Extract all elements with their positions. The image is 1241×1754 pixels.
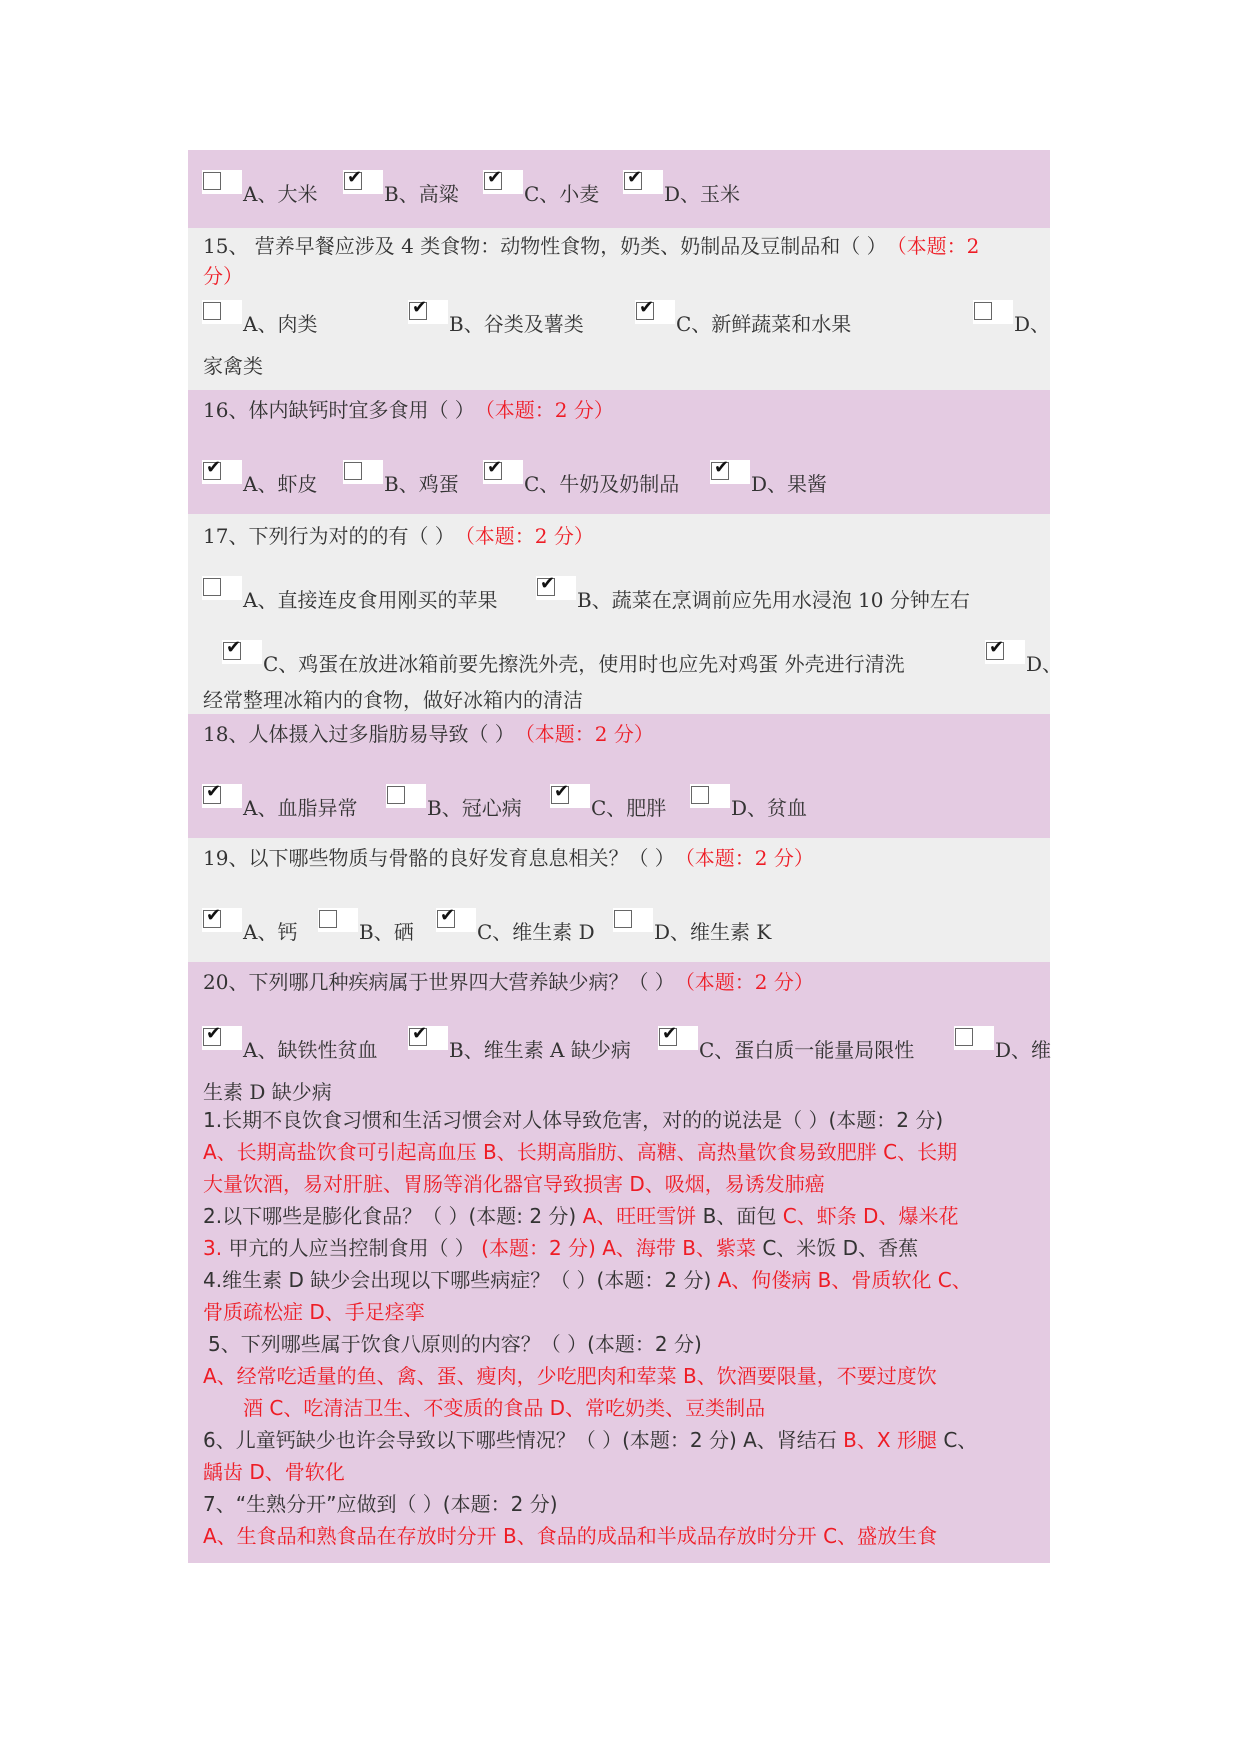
- q19-score: （本题：2 分）: [684, 846, 814, 870]
- q17-stem-line: [203, 522, 1050, 550]
- q3-score: (本题：2 分): [481, 1236, 596, 1260]
- q20-b-checkbox[interactable]: [409, 1023, 428, 1046]
- q14-b-checkbox[interactable]: [344, 167, 363, 190]
- q6-opt-b: B、X 形腿: [843, 1428, 937, 1452]
- q15-score: （本题：2: [896, 234, 980, 258]
- tail-line-7: 骨质疏松症 D、手足痉挛: [203, 1300, 425, 1324]
- q17-c-tick: ✔: [226, 637, 242, 658]
- tail-line-4: [203, 1200, 958, 1232]
- q19-c-tick: ✔: [440, 905, 456, 926]
- q15-a-checkbox[interactable]: [203, 302, 221, 320]
- q19-c-label: C、维生素 D: [477, 920, 595, 944]
- q4-opts: A、佝偻病 B、骨质软化 C、: [717, 1268, 972, 1292]
- q18-stem-line: [203, 720, 1050, 748]
- q18-a-label: A、血脂异常: [243, 796, 358, 820]
- q3-stem: 甲亢的人应当控制食用（ ）: [228, 1236, 475, 1260]
- q20-d-checkbox[interactable]: [955, 1028, 973, 1046]
- q16-block: [188, 390, 1050, 514]
- q3-opt-cd: C、米饭 D、香蕉: [762, 1236, 919, 1260]
- tail-line-9: A、经常吃适量的鱼、禽、蛋、瘦肉，少吃肥肉和荤菜 B、饮酒要限量，不要过度饮: [203, 1364, 937, 1388]
- q15-c-tick: ✔: [639, 297, 655, 318]
- q20-wrap: 生素 D 缺少病: [203, 1080, 332, 1104]
- q15-d-label: D、: [1014, 312, 1051, 336]
- q15-b-tick: ✔: [412, 297, 428, 318]
- q16-c-checkbox[interactable]: [484, 457, 503, 480]
- q2-stem: 2.以下哪些是膨化食品？（ ）(本题: 2 分): [203, 1204, 577, 1228]
- q20-a-tick: ✔: [206, 1023, 222, 1044]
- q15-wrap: 家禽类: [203, 354, 263, 378]
- tail-line-2: A、长期高盐饮食可引起高血压 B、长期高脂肪、高糖、高热量饮食易致肥胖 C、长期: [203, 1140, 958, 1164]
- q20-stem: 20、下列哪几种疾病属于世界四大营养缺少病？（ ）: [203, 970, 665, 994]
- q14-b-tick: ✔: [347, 167, 363, 188]
- q6-stem: 6、儿童钙缺少也许会导致以下哪些情况？（ ）(本题：2 分) A、肾结石: [203, 1428, 837, 1452]
- q15-b-label: B、谷类及薯类: [449, 312, 584, 336]
- quiz-page: [188, 150, 1063, 1563]
- q19-a-checkbox[interactable]: [203, 905, 222, 928]
- q6-opt-c: C、: [943, 1428, 978, 1452]
- q17-d-tick: ✔: [989, 637, 1005, 658]
- q20-block: [188, 962, 1050, 1563]
- q17-c-label: C、鸡蛋在放进冰箱前要先擦洗外壳，使用时也应先对鸡蛋 外壳进行清洗: [263, 652, 905, 676]
- tail-line-1: 1.长期不良饮食习惯和生活习惯会对人体导致危害，对的的说法是（ ）(本题：2 分): [203, 1108, 944, 1132]
- q16-c-tick: ✔: [487, 457, 503, 478]
- q18-c-tick: ✔: [554, 781, 570, 802]
- tail-line-13: 7、“生熟分开”应做到（ ）(本题：2 分): [203, 1492, 558, 1516]
- q15-stem: 15、 营养早餐应涉及 4 类食物：动物性食物，奶类、奶制品及豆制品和（ ）: [203, 234, 877, 258]
- tail-line-3: 大量饮酒，易对肝脏、胃肠等消化器官导致损害 D、吸烟，易诱发肺癌: [203, 1172, 825, 1196]
- q18-d-label: D、贫血: [731, 796, 808, 820]
- q18-b-label: B、冠心病: [427, 796, 522, 820]
- tail-line-8: 5、下列哪些属于饮食八原则的内容？（ ）(本题：2 分): [208, 1332, 702, 1356]
- q14-b-label: B、高粱: [384, 182, 459, 206]
- q20-d-label: D、维: [995, 1038, 1052, 1062]
- q18-a-checkbox[interactable]: [203, 781, 222, 804]
- q16-a-checkbox[interactable]: [203, 457, 222, 480]
- q15-c-checkbox[interactable]: [636, 297, 655, 320]
- q15-score-cont: 分）: [203, 264, 243, 288]
- tail-line-12: 龋齿 D、骨软化: [203, 1460, 345, 1484]
- q18-b-checkbox[interactable]: [387, 786, 405, 804]
- q4-stem: 4.维生素 D 缺少会出现以下哪些病症？（ ）(本题：2 分): [203, 1268, 712, 1292]
- q16-a-tick: ✔: [206, 457, 222, 478]
- q16-stem-line: [203, 396, 1050, 424]
- q16-b-label: B、鸡蛋: [384, 472, 459, 496]
- q17-b-tick: ✔: [540, 573, 556, 594]
- q18-d-checkbox[interactable]: [691, 786, 709, 804]
- q15-b-checkbox[interactable]: [409, 297, 428, 320]
- q2-opt-a: A、旺旺雪饼: [582, 1204, 697, 1228]
- tail-line-11: [203, 1424, 977, 1456]
- q3-number: 3.: [203, 1236, 223, 1260]
- q19-d-label: D、维生素 K: [654, 920, 772, 944]
- q16-c-label: C、牛奶及奶制品: [524, 472, 680, 496]
- q17-wrap: 经常整理冰箱内的食物，做好冰箱内的清洁: [203, 688, 583, 712]
- q19-b-label: B、硒: [359, 920, 414, 944]
- q15-c-label: C、新鲜蔬菜和水果: [676, 312, 852, 336]
- q15-block: [188, 228, 1050, 390]
- q17-d-checkbox[interactable]: [986, 637, 1005, 660]
- q19-stem: 19、以下哪些物质与骨骼的良好发育息息相关？（ ）: [203, 846, 665, 870]
- q16-score: （本题：2 分）: [484, 398, 614, 422]
- q16-d-checkbox[interactable]: [711, 457, 730, 480]
- q15-stem-line: [203, 232, 1050, 260]
- q17-b-label: B、蔬菜在烹调前应先用水浸泡 10 分钟左右: [577, 588, 970, 612]
- q20-stem-line: [203, 968, 1050, 996]
- q16-b-checkbox[interactable]: [344, 462, 362, 480]
- q17-d-label: D、: [1026, 652, 1063, 676]
- q14-d-checkbox[interactable]: [624, 167, 643, 190]
- q16-d-label: D、果酱: [751, 472, 828, 496]
- q19-block: [188, 838, 1050, 962]
- q14-d-label: D、玉米: [664, 182, 741, 206]
- q19-a-tick: ✔: [206, 905, 222, 926]
- q2-opt-b: B、面包: [702, 1204, 777, 1228]
- q16-stem: 16、体内缺钙时宜多食用（ ）: [203, 398, 465, 422]
- q18-stem: 18、人体摄入过多脂肪易导致（ ）: [203, 722, 505, 746]
- q20-c-checkbox[interactable]: [659, 1023, 678, 1046]
- q15-d-checkbox[interactable]: [974, 302, 992, 320]
- q2-opt-cd: C、虾条 D、爆米花: [782, 1204, 959, 1228]
- q20-a-checkbox[interactable]: [203, 1023, 222, 1046]
- q18-c-label: C、肥胖: [591, 796, 667, 820]
- q17-a-label: A、直接连皮食用刚买的苹果: [243, 588, 498, 612]
- q14-c-tick: ✔: [487, 167, 503, 188]
- q17-stem: 17、下列行为对的的有（ ）: [203, 524, 445, 548]
- q17-score: （本题：2 分）: [464, 524, 594, 548]
- tail-line-14: A、生食品和熟食品在存放时分开 B、食品的成品和半成品存放时分开 C、盛放生食: [203, 1524, 938, 1548]
- q16-d-tick: ✔: [714, 457, 730, 478]
- q19-stem-line: [203, 844, 1050, 872]
- q18-a-tick: ✔: [206, 781, 222, 802]
- q3-opt-ab: A、海带 B、紫菜: [602, 1236, 756, 1260]
- q14-d-tick: ✔: [627, 167, 643, 188]
- q20-b-label: B、维生素 A 缺少病: [449, 1038, 631, 1062]
- q18-score: （本题：2 分）: [524, 722, 654, 746]
- q16-a-label: A、虾皮: [243, 472, 318, 496]
- q20-score: （本题：2 分）: [684, 970, 814, 994]
- q14-block: [188, 150, 1050, 228]
- q14-c-checkbox[interactable]: [484, 167, 503, 190]
- q17-a-checkbox[interactable]: [203, 578, 221, 596]
- q17-c-checkbox[interactable]: [223, 637, 242, 660]
- q14-a-label: A、大米: [243, 182, 318, 206]
- q14-a-checkbox[interactable]: [203, 172, 221, 190]
- q20-b-tick: ✔: [412, 1023, 428, 1044]
- q20-c-label: C、蛋白质一能量局限性: [699, 1038, 915, 1062]
- tail-line-6: [203, 1264, 972, 1296]
- q18-block: [188, 714, 1050, 838]
- q19-b-checkbox[interactable]: [319, 910, 337, 928]
- q17-b-checkbox[interactable]: [537, 573, 556, 596]
- q20-c-tick: ✔: [662, 1023, 678, 1044]
- q20-a-label: A、缺铁性贫血: [243, 1038, 378, 1062]
- q14-c-label: C、小麦: [524, 182, 600, 206]
- q19-c-checkbox[interactable]: [437, 905, 456, 928]
- tail-line-5: [203, 1232, 918, 1264]
- q15-a-label: A、肉类: [243, 312, 318, 336]
- q19-d-checkbox[interactable]: [614, 910, 632, 928]
- q17-block: [188, 514, 1063, 714]
- q18-c-checkbox[interactable]: [551, 781, 570, 804]
- tail-line-10: 酒 C、吃清洁卫生、不变质的食品 D、常吃奶类、豆类制品: [243, 1396, 766, 1420]
- q19-a-label: A、钙: [243, 920, 298, 944]
